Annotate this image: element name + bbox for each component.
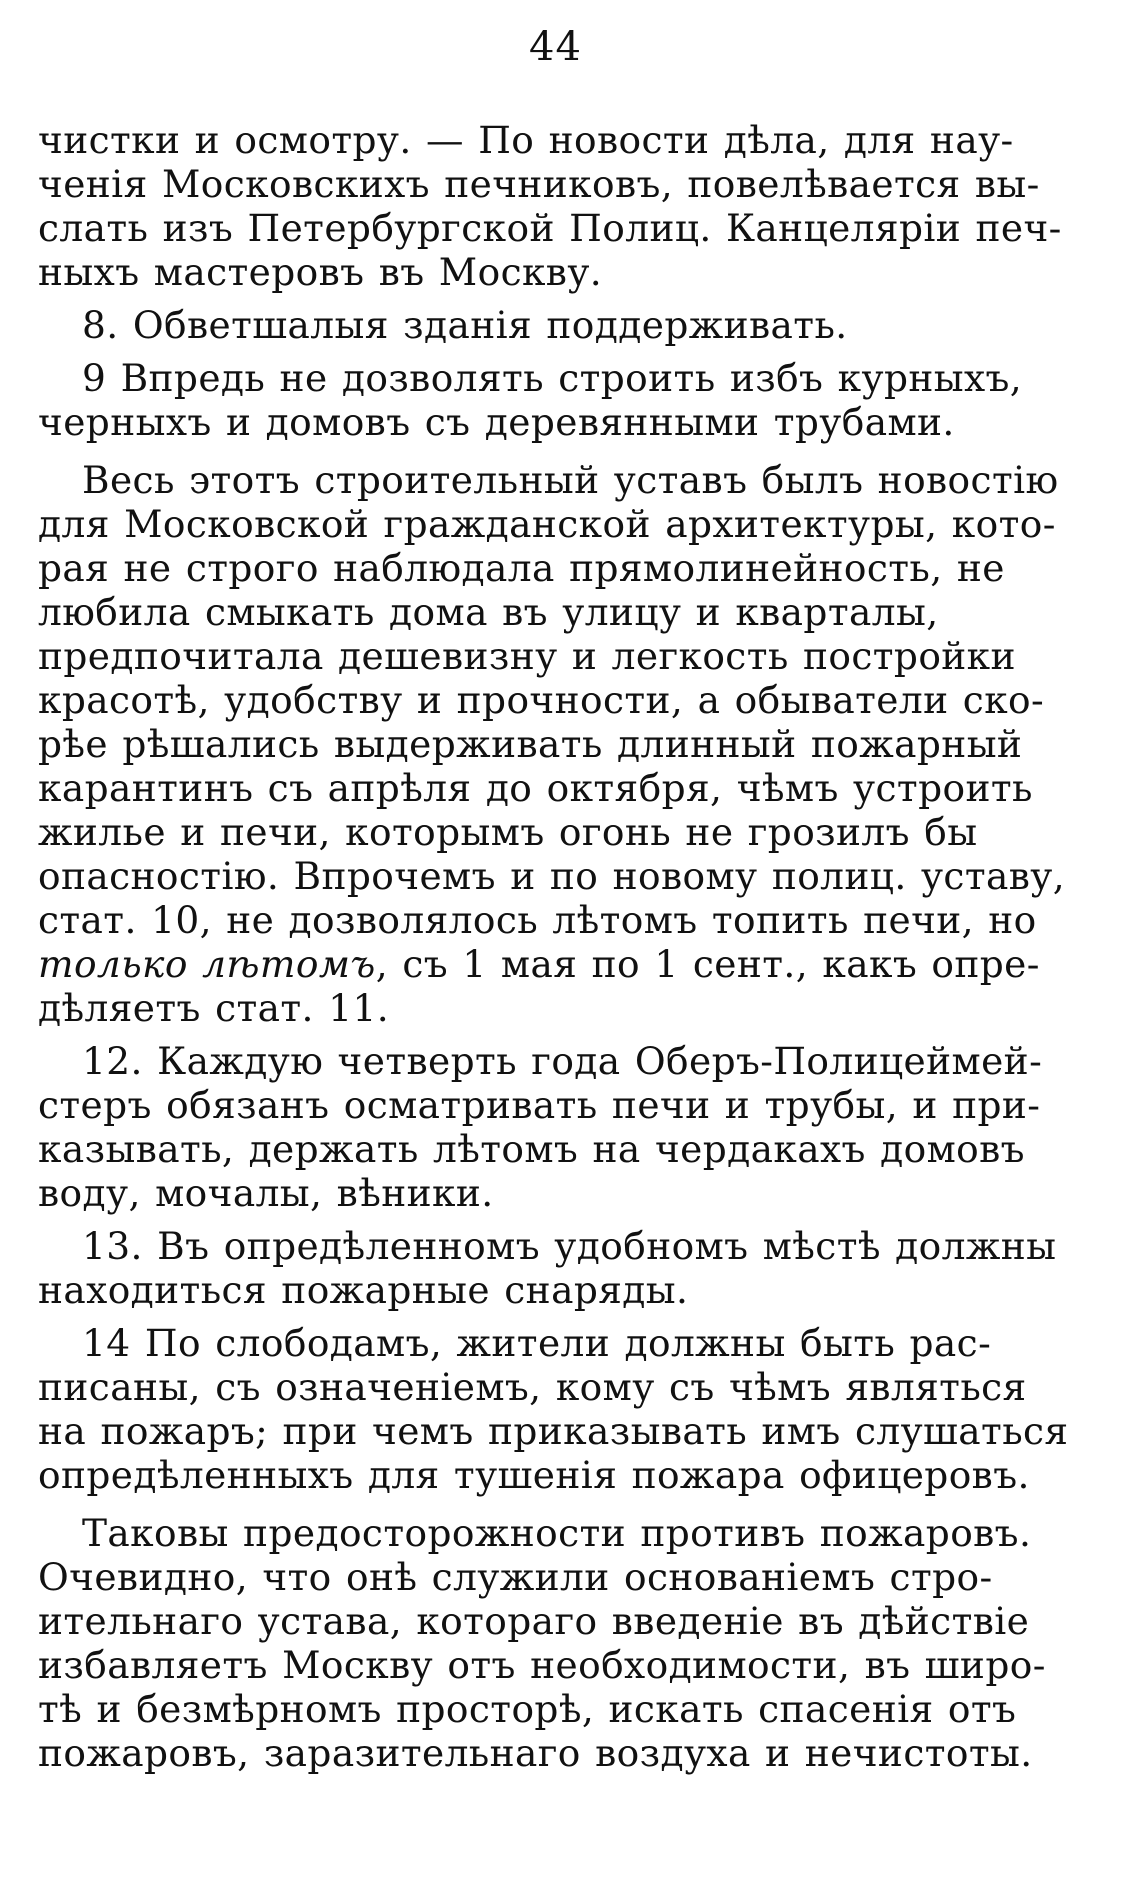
paragraph-item-13: 13. Въ опредѣленномъ удобномъ мѣстѣ должны находиться пожарные снаряды.: [38, 1224, 1057, 1312]
page-number: 44: [529, 24, 582, 70]
paragraph-item-8: 8. Обветшалыя зданія поддерживать.: [82, 303, 848, 347]
paragraph-item-14: 14 По слободамъ, жители должны быть рас- писаны, съ означеніемъ, кому съ чѣмъ являться на пожаръ; при чемъ приказывать имъ слушаться опредѣленныхъ для тушенія пожара офицеровъ.: [38, 1321, 1069, 1497]
paragraph-chimney-masters: чистки и осмотру. — По новости дѣла, для нау- ченія Московскихъ печниковъ, повелѣвается вы- слать изъ Петербургской Полиц. Канцеляріи печ- ныхъ мастеровъ въ Москву.: [38, 118, 1062, 294]
italic-emphasis: только лѣтомъ: [38, 942, 376, 986]
paragraph-building-code: Весь этотъ строительный уставъ былъ новостію для Московской гражданской архитектуры, кото- рая не строго наблюдала прямолинейность, не любила смыкать дома въ улицу и кварталы, предпочитала дешевизну и легкость постройки красотѣ, удобству и прочности, а обыватели ско- рѣе рѣшались выдерживать длинный пожарный карантинъ съ апрѣля до октября, чѣмъ устроить жилье и печи, которымъ огонь не грозилъ бы опасностію. Впрочемъ и по новому полиц. уставу, стат. 10, не дозволялось лѣтомъ топить печи, но только лѣтомъ, съ 1 мая по 1 сент., какъ опре- дѣляетъ стат. 11.: [38, 458, 1066, 1030]
book-page: [38, 18, 1073, 1784]
paragraph-item-12: 12. Каждую четверть года Оберъ-Полицеймей- стеръ обязанъ осматривать печи и трубы, и при- казывать, держать лѣтомъ на чердакахъ домовъ воду, мочалы, вѣники.: [38, 1039, 1043, 1215]
paragraph-item-9: 9 Впредь не дозволять строить избъ курныхъ, черныхъ и домовъ съ деревянными трубами.: [38, 356, 1023, 444]
paragraph-conclusion: Таковы предосторожности противъ пожаровъ. Очевидно, что онѣ служили основаніемъ стро- ительнаго устава, котораго введеніе въ дѣйствіе избавляетъ Москву отъ необходимости, въ широ- тѣ и безмѣрномъ просторѣ, искать спасенія отъ пожаровъ, заразительнаго воздуха и нечистоты.: [38, 1511, 1046, 1775]
